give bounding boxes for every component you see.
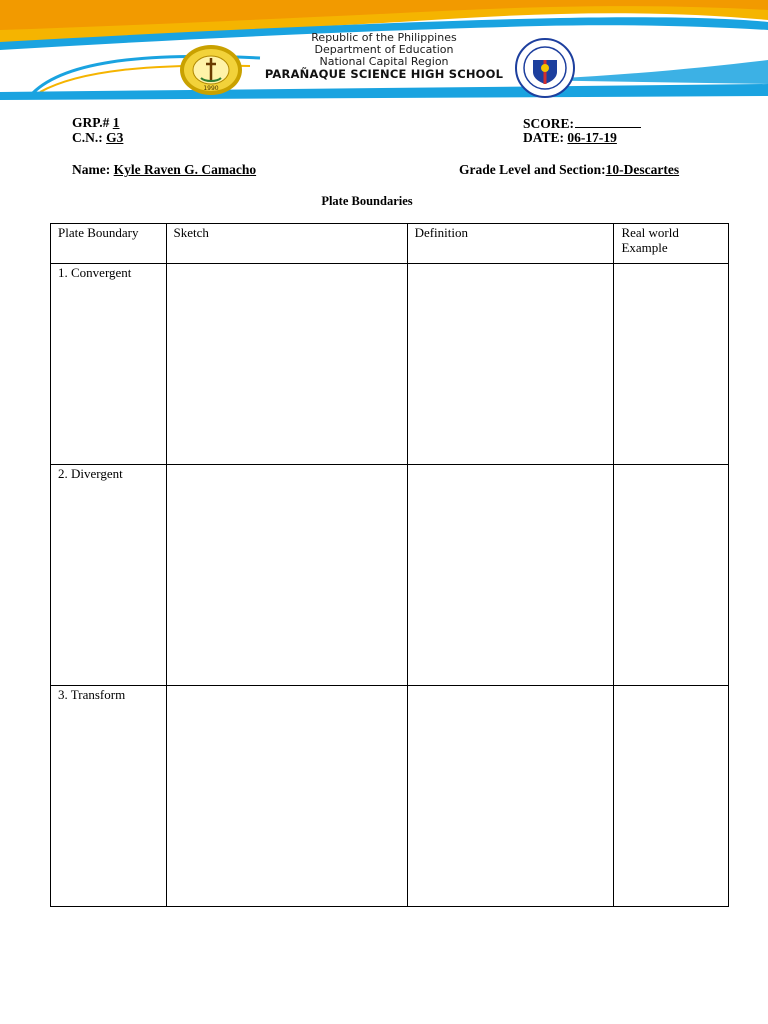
header-plate-boundary: Plate Boundary	[51, 224, 167, 264]
table-header-row	[51, 224, 729, 264]
cn-label: C.N.:	[72, 130, 103, 145]
cn-value: G3	[106, 130, 124, 145]
example-cell-convergent[interactable]	[614, 264, 729, 465]
group-value: 1	[112, 115, 120, 130]
sketch-cell-transform[interactable]	[166, 686, 407, 907]
table-row	[51, 686, 729, 907]
row-label-convergent: 1. Convergent	[51, 264, 167, 465]
name-label: Name:	[72, 162, 111, 177]
example-cell-transform[interactable]	[614, 686, 729, 907]
grade-value: 10-Descartes	[605, 162, 680, 177]
grade-section-field	[459, 162, 679, 178]
date-field	[523, 130, 617, 146]
school-seal-logo	[179, 38, 243, 102]
date-label: DATE:	[523, 130, 565, 145]
sketch-cell-divergent[interactable]	[166, 465, 407, 686]
header-department: Department of Education	[314, 43, 454, 56]
worksheet-title: Plate Boundaries	[321, 194, 413, 208]
class-number	[72, 130, 123, 146]
header-region: National Capital Region	[319, 55, 449, 68]
group-number	[72, 115, 120, 131]
header-real-world-example: Real world Example	[614, 224, 729, 264]
date-value: 06-17-19	[567, 130, 617, 145]
row-label-transform: 3. Transform	[51, 686, 167, 907]
score-blank	[575, 115, 641, 128]
row-label-divergent: 2. Divergent	[51, 465, 167, 686]
table-row	[51, 264, 729, 465]
table-row	[51, 465, 729, 686]
header-definition: Definition	[407, 224, 614, 264]
definition-cell-transform[interactable]	[407, 686, 614, 907]
group-label: GRP.#	[72, 115, 110, 130]
score-label: SCORE:	[523, 116, 575, 131]
definition-cell-divergent[interactable]	[407, 465, 614, 686]
svg-text:1990: 1990	[203, 85, 219, 92]
example-cell-divergent[interactable]	[614, 465, 729, 686]
header-school-name: PARAÑAQUE SCIENCE HIGH SCHOOL	[264, 67, 504, 81]
header-republic: Republic of the Philippines	[311, 31, 457, 44]
plate-boundaries-table	[50, 223, 729, 907]
name-field	[72, 162, 256, 178]
name-value: Kyle Raven G. Camacho	[113, 162, 257, 177]
grade-label: Grade Level and Section:	[459, 162, 606, 177]
letterhead	[0, 0, 768, 100]
definition-cell-convergent[interactable]	[407, 264, 614, 465]
sketch-cell-convergent[interactable]	[166, 264, 407, 465]
header-sketch: Sketch	[166, 224, 407, 264]
deped-seal-logo	[513, 38, 577, 102]
